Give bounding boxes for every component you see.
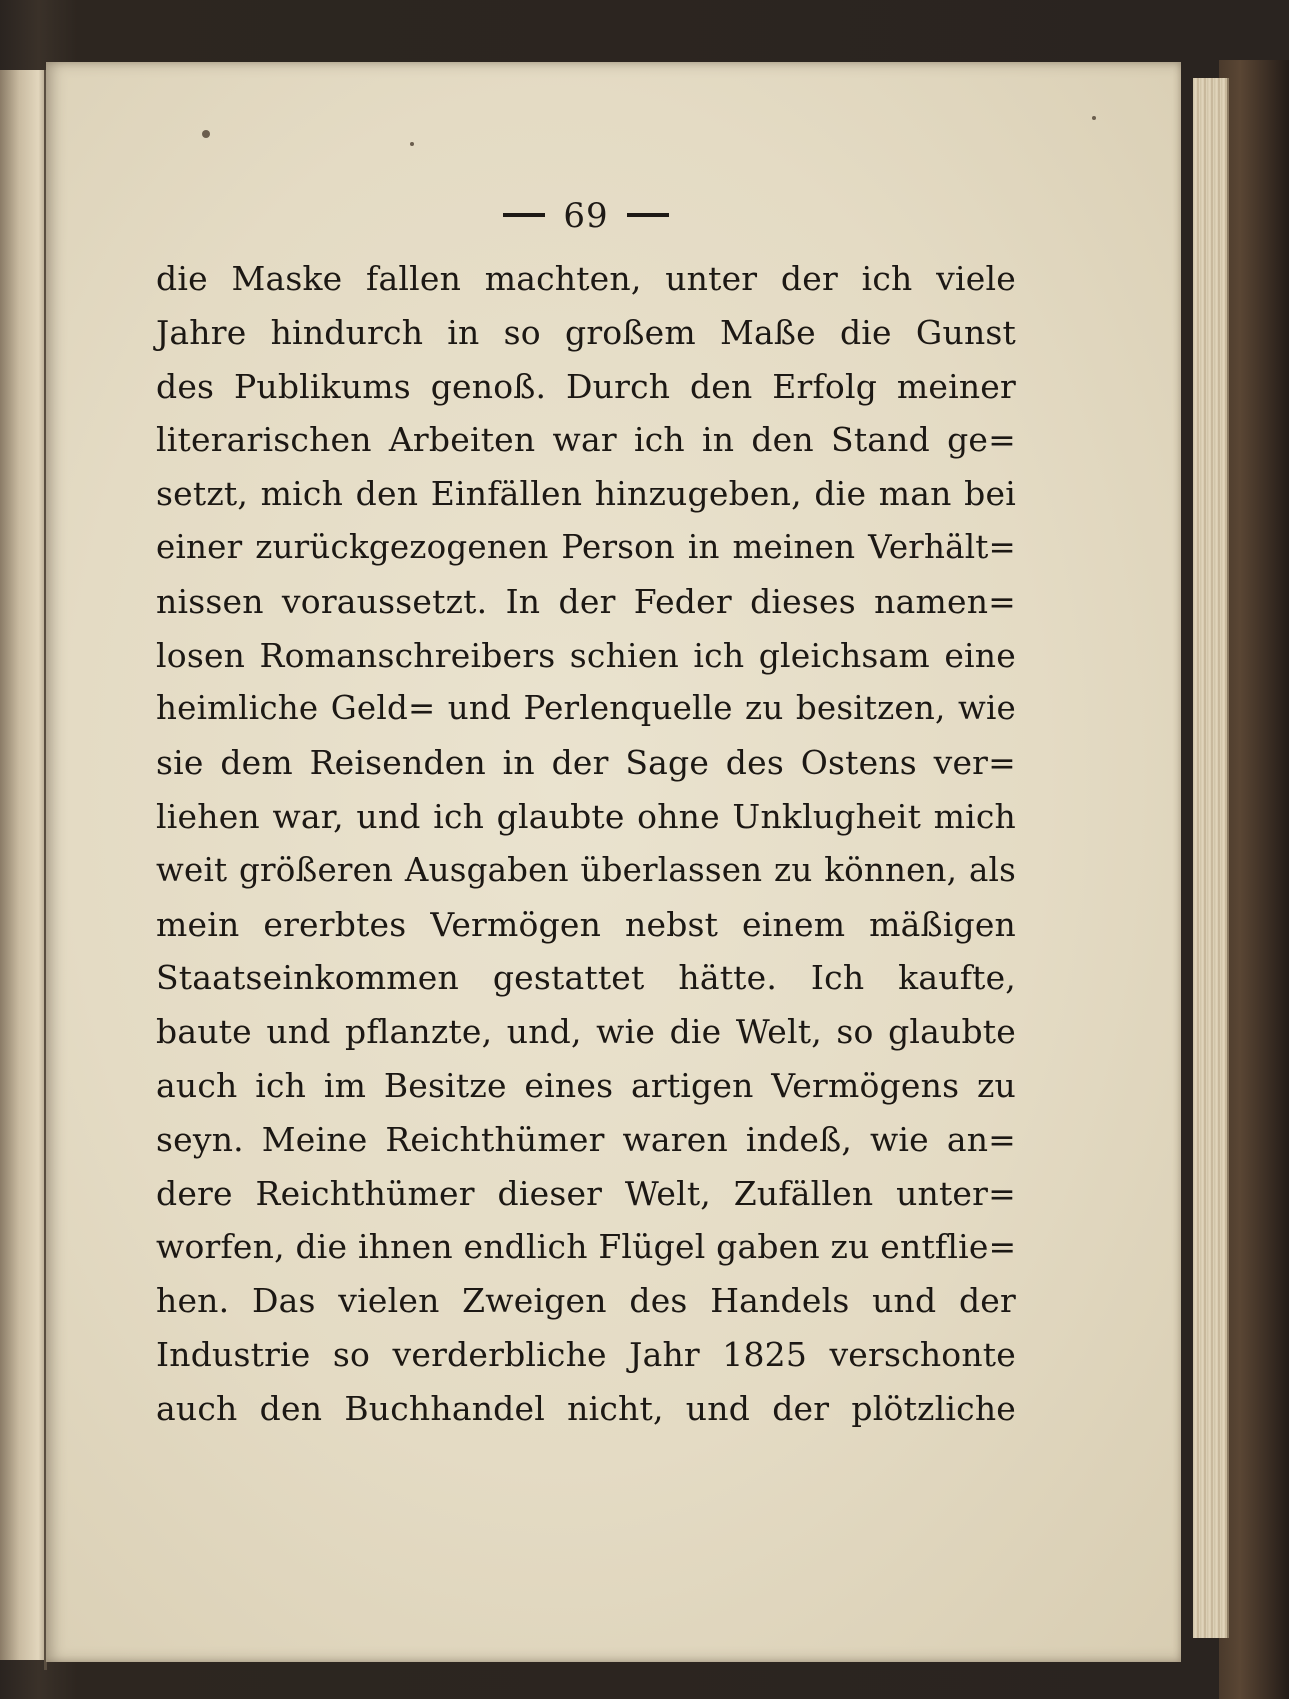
text-line: die Maske fallen machten, unter der ich viele: [156, 259, 1016, 298]
paper-speck: [1092, 116, 1096, 120]
text-line: worfen, die ihnen endlich Flügel gaben zu entflie=: [156, 1227, 1017, 1267]
text-line: weit größeren Ausgaben überlassen zu können, als: [156, 850, 1016, 889]
text-line: heimliche Geld= und Perlenquelle zu besitzen, wie: [156, 689, 1016, 728]
dash-left: [503, 213, 545, 217]
text-line: sie dem Reisenden in der Sage des Ostens ver=: [156, 743, 1016, 783]
book-cover-edge: [1219, 60, 1289, 1699]
text-line: hen. Das vielen Zweigen des Handels und der: [156, 1281, 1016, 1321]
paper-speck: [202, 130, 210, 138]
page-number: [476, 196, 696, 236]
text-line: mein ererbtes Vermögen nebst einem mäßigen: [156, 904, 1016, 944]
text-line: auch ich im Besitze eines artigen Vermögens zu: [156, 1065, 1016, 1105]
text-line: baute und pflanzte, und, wie die Welt, so glaubte: [156, 1012, 1016, 1052]
left-page-edge: [0, 70, 48, 1660]
text-line: Jahre hindurch in so großem Maße die Gunst: [156, 312, 1016, 352]
body-text: [156, 252, 1016, 1436]
text-line: auch den Buchhandel nicht, und der plötzliche: [156, 1388, 1016, 1428]
text-line: setzt, mich den Einfällen hinzugeben, die man bei: [156, 474, 1016, 514]
text-line: Staatseinkommen gestattet hätte. Ich kaufte,: [156, 958, 1016, 998]
text-line: losen Romanschreibers schien ich gleichsam eine: [156, 635, 1016, 675]
page-stack-edge: [1193, 78, 1229, 1638]
dash-right: [627, 213, 669, 217]
text-line: nissen voraussetzt. In der Feder dieses namen=: [156, 581, 1016, 621]
text-line: seyn. Meine Reichthümer waren indeß, wie an=: [156, 1119, 1016, 1159]
text-line: des Publikums genoß. Durch den Erfolg meiner: [156, 366, 1016, 406]
text-line: einer zurückgezogenen Person in meinen Verhält=: [156, 527, 1016, 566]
text-line: dere Reichthümer dieser Welt, Zufällen unter=: [156, 1173, 1016, 1213]
paper-speck: [410, 142, 414, 146]
page-number-value: 69: [563, 196, 609, 236]
text-line: Industrie so verderbliche Jahr 1825 verschonte: [156, 1334, 1016, 1374]
text-line: liehen war, und ich glaubte ohne Unklugheit mich: [156, 796, 1016, 836]
text-line: literarischen Arbeiten war ich in den Stand ge=: [156, 420, 1016, 460]
